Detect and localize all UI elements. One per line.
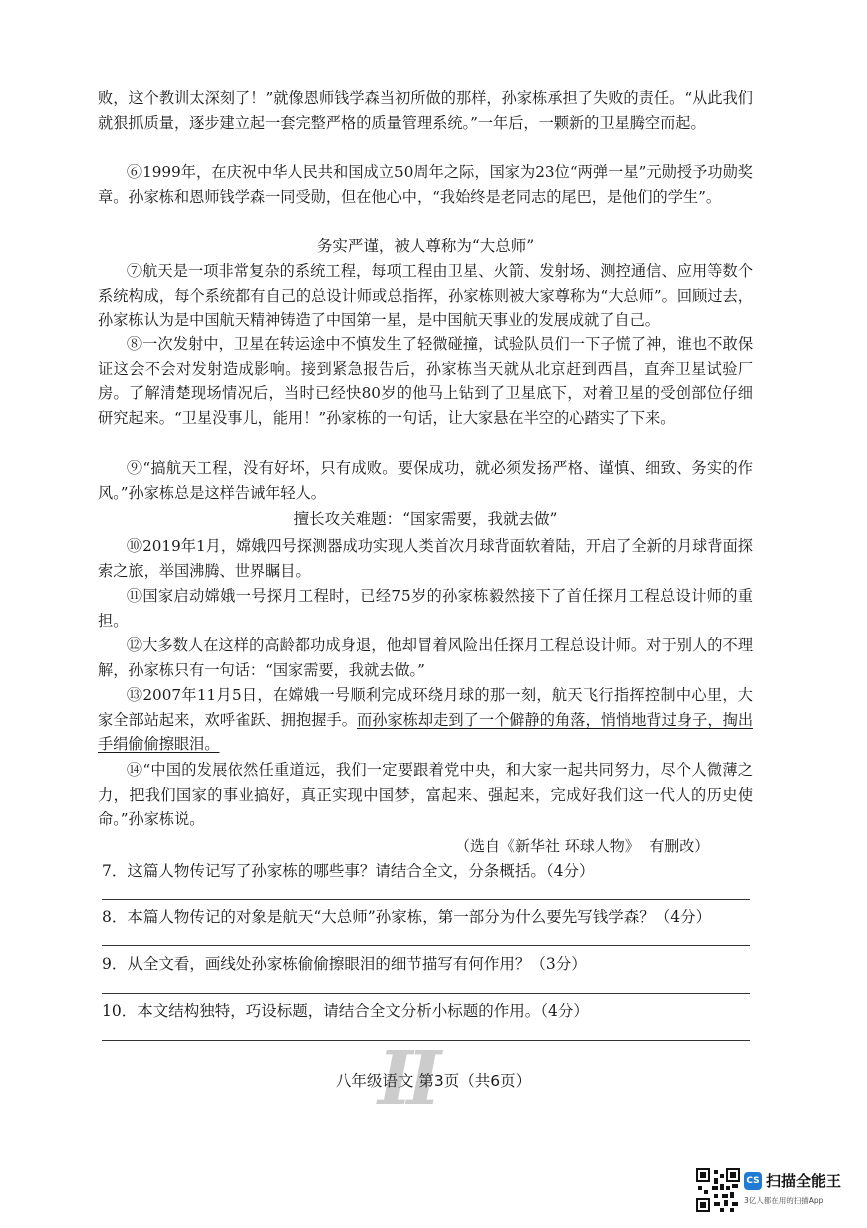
answer-line-7[interactable] xyxy=(102,899,750,900)
paragraph-9: ⑨“搞航天工程，没有好坏，只有成败。要保成功，就必须发扬严格、谨慎、细致、务实的作风。”孙家栋总是这样告诫年轻人。 xyxy=(98,459,753,502)
paragraph-7: ⑦航天是一项非常复杂的系统工程，每项工程由卫星、火箭、发射场、测控通信、应用等数个系统构成，每个系统都有自己的总设计师或总指挥，孙家栋则被大家尊称为“大总师”。回顾过去，孙家栋认为是中国航天精神铸造了中国第一星，是中国航天事业的发展成就了自己。 xyxy=(98,262,753,329)
question-7: 7．这篇人物传记写了孙家栋的哪些事？请结合全文，分条概括。（4分） xyxy=(102,862,595,880)
qr-code-icon xyxy=(696,1168,740,1212)
section-heading-3: 擅长攻关难题：“国家需要，我就去做” xyxy=(293,510,558,528)
paragraph-14: ⑭“中国的发展依然任重道远，我们一定要跟着党中央，和大家一起共同努力，尽个人微薄之力，把我们国家的事业搞好，真正实现中国梦，富起来、强起来，完成好我们这一代人的历史使命。”孙家栋说。 xyxy=(98,761,753,828)
source-citation: （选自《新华社 环球人物》 有删改） xyxy=(455,837,710,855)
question-10: 10．本文结构独特，巧设标题，请结合全文分析小标题的作用。（4分） xyxy=(102,1002,589,1020)
question-8: 8．本篇人物传记的对象是航天“大总师”孙家栋，第一部分为什么要先写钱学森？（4分） xyxy=(102,908,712,926)
paragraph-8: ⑧一次发射中，卫星在转运途中不慎发生了轻微碰撞，试验队员们一下子慌了神，谁也不敢保证这会不会对发射造成影响。接到紧急报告后，孙家栋当天就从北京赶到西昌，直奔卫星试验厂房。了解清楚现场情况后，当时已经快80岁的他马上钻到了卫星底下，对着卫星的受创部位仔细研究起来。“卫星没事儿，能用！”孙家栋的一句话，让大家悬在半空的心踏实了下来。 xyxy=(98,335,753,427)
question-9: 9．从全文看，画线处孙家栋偷偷擦眼泪的细节描写有何作用？（3分） xyxy=(102,955,587,973)
answer-line-9[interactable] xyxy=(102,993,750,994)
scanner-app-name: 扫描全能王 xyxy=(766,1172,842,1190)
paragraph-11: ⑪国家启动嫦娥一号探月工程时，已经75岁的孙家栋毅然接下了首任探月工程总设计师的重担。 xyxy=(98,587,753,630)
paragraph-13 xyxy=(98,683,753,757)
answer-line-8[interactable] xyxy=(102,945,750,946)
paragraph-13-text: ⑬2007年11月5日，在嫦娥一号顺利完成环绕月球的那一刻，航天飞行指挥控制中心里，大家全部站起来，欢呼雀跃、拥抱握手。 xyxy=(98,686,753,729)
scanner-logo-icon: CS xyxy=(744,1172,762,1190)
paragraph-10: ⑩2019年1月，嫦娥四号探测器成功实现人类首次月球背面软着陆，开启了全新的月球背面探索之旅，举国沸腾、世界瞩目。 xyxy=(98,537,753,580)
watermark-roman-numeral: II xyxy=(378,1036,436,1122)
paragraph-continued: 败，这个教训太深刻了！”就像恩师钱学森当初所做的那样，孙家栋承担了失败的责任。“从此我们就狠抓质量，逐步建立起一套完整严格的质量管理系统。”一年后，一颗新的卫星腾空而起。 xyxy=(98,89,753,132)
scanner-tagline: 3亿人都在用的扫描App xyxy=(744,1196,824,1205)
paragraph-6: ⑥1999年，在庆祝中华人民共和国成立50周年之际，国家为23位“两弹一星”元勋授予功勋奖章。孙家栋和恩师钱学森一同受勋，但在他心中，“我始终是老同志的尾巴，是他们的学生”。 xyxy=(98,163,753,206)
underlined-detail: 而孙家栋却走到了一个僻静的角落，悄悄地背过身子，掏出手绢偷偷擦眼泪。 xyxy=(98,710,754,753)
page-footer: 八年级语文 第3页（共6页） xyxy=(335,1072,532,1090)
section-heading-2: 务实严谨，被人尊称为“大总师” xyxy=(316,237,535,255)
paragraph-12: ⑫大多数人在这样的高龄都功成身退，他却冒着风险出任探月工程总设计师。对于别人的不理解，孙家栋只有一句话：“国家需要，我就去做。” xyxy=(98,636,753,679)
